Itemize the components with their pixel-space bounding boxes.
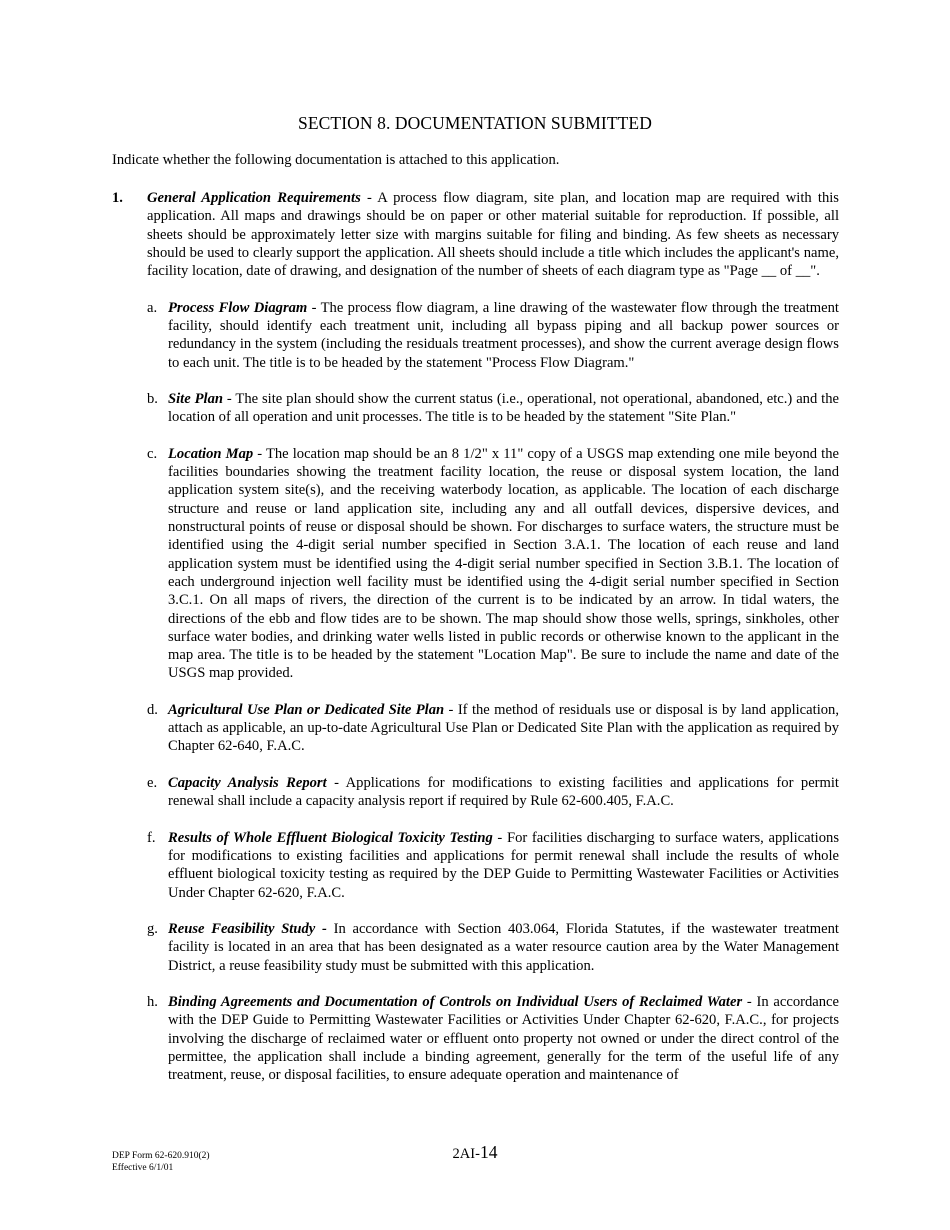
sub-item-paragraph bbox=[168, 920, 839, 975]
sub-item-d bbox=[147, 701, 839, 756]
sub-item-heading: Process Flow Diagram bbox=[168, 299, 308, 316]
sub-item-text: - In accordance with the DEP Guide to Permitting Wastewater Facilities or Activities Under Chapter 62-620, F.A.C., for projects involving the discharge of reclaimed water or effluent onto property not owned or under the direct control of the permittee, the application shall include a binding agreement, generally for the term of the useful life of any treatment, reuse, or disposal facilities, to ensure adequate operation and maintenance of bbox=[168, 994, 840, 1084]
sub-item-b bbox=[147, 390, 839, 427]
sub-item-paragraph bbox=[168, 993, 839, 1084]
sub-item-letter: b. bbox=[147, 391, 158, 408]
sub-item-e bbox=[147, 774, 839, 811]
effective-date: Effective 6/1/01 bbox=[112, 1163, 174, 1173]
sub-item-f bbox=[147, 829, 839, 902]
sub-item-letter: g. bbox=[147, 921, 158, 938]
sub-item-paragraph bbox=[168, 299, 839, 372]
sub-item-a bbox=[147, 299, 839, 372]
sub-item-heading: Agricultural Use Plan or Dedicated Site Plan bbox=[168, 701, 445, 718]
sub-item-paragraph bbox=[168, 829, 839, 902]
item-body bbox=[147, 189, 839, 1085]
sub-item-letter: d. bbox=[147, 701, 158, 718]
sub-item-text: - The site plan should show the current status (i.e., operational, not operational, abandoned, etc.) and the location of all operation and unit processes. The title is to be headed by the statement "Site Plan." bbox=[168, 391, 839, 426]
sub-item-text: - The process flow diagram, a line drawing of the wastewater flow through the treatment facility, should identify each treatment unit, including all bypass piping and all backup power sources or redundancy in the system (including the residuals treatment processes), and show the current average design flows to each unit. The title is to be headed by the statement "Process Flow Diagram." bbox=[168, 299, 839, 371]
item-text: - A process flow diagram, site plan, and location map are required with this application. All maps and drawings should be on paper or other material suitable for reproduction. If possible, all sheets should be approximately letter size with margins suitable for filing and binding. As few sheets as necessary should be used to clearly support the application. All sheets should include a title which includes the applicant's name, facility location, date of drawing, and designation of the number of sheets of each diagram type as "Page __ of __". bbox=[147, 190, 839, 280]
sub-item-text: - If the method of residuals use or disposal is by land application, attach as applicable, an up-to-date Agricultural Use Plan or Dedicated Site Plan with the application as required by Chapter 62-640, F.A.C. bbox=[168, 701, 839, 755]
sub-item-heading: Capacity Analysis Report bbox=[168, 774, 327, 791]
sub-item-text: - Applications for modifications to existing facilities and applications for permit renewal shall include a capacity analysis report if required by Rule 62-600.405, F.A.C. bbox=[168, 774, 839, 810]
section-title: SECTION 8. DOCUMENTATION SUBMITTED bbox=[298, 113, 652, 133]
sub-item-paragraph bbox=[168, 445, 839, 683]
sub-item-letter: c. bbox=[147, 445, 158, 462]
requirements-section bbox=[112, 189, 839, 1085]
sub-item-list bbox=[147, 299, 839, 1085]
sub-item-c bbox=[147, 445, 839, 683]
item-heading: General Application Requirements bbox=[147, 190, 361, 206]
sub-item-letter: e. bbox=[147, 774, 158, 791]
sub-item-g bbox=[147, 920, 839, 975]
sub-item-text: In accordance with Section 403.064, Florida Statutes, if the wastewater treatment facility is located in an area that has been designated as a water resource caution area by the Water Management District, a reuse feasibility study must be submitted with this application. bbox=[168, 921, 839, 974]
page-number-prefix: 2AI- bbox=[452, 1146, 480, 1162]
sub-item-letter: f. bbox=[147, 829, 156, 846]
sub-item-heading: Site Plan bbox=[168, 391, 223, 408]
sub-item-heading: Results of Whole Effluent Biological Toxicity Testing bbox=[168, 829, 493, 846]
sub-item-paragraph bbox=[168, 701, 839, 756]
sub-item-letter: a. bbox=[147, 299, 158, 316]
sub-item-heading: Location Map bbox=[168, 445, 254, 462]
sub-item-paragraph bbox=[168, 390, 839, 427]
sub-item-h bbox=[147, 993, 839, 1084]
sub-item-heading: Reuse Feasibility Study - bbox=[168, 921, 327, 938]
intro-text: Indicate whether the following documentation is attached to this application. bbox=[112, 152, 560, 168]
item-paragraph bbox=[147, 189, 839, 280]
page-number bbox=[0, 1142, 950, 1163]
item-number: 1. bbox=[112, 190, 123, 206]
form-number: DEP Form 62-620.910(2) bbox=[112, 1151, 210, 1161]
sub-item-letter: h. bbox=[147, 994, 158, 1011]
page-number-value: 14 bbox=[479, 1142, 498, 1162]
sub-item-text: - The location map should be an 8 1/2" x 11" copy of a USGS map extending one mile beyond the facilities boundaries showing the treatment facility location, the reuse or disposal system location, the land application system site(s), and the receiving waterbody location, as applicable. The location of each discharge structure and reuse or land application site, including any and all outfall devices, dispersive devices, and nonstructural points of reuse or disposal should be shown. For discharges to surface waters, the structure must be identified using the 4-digit serial number specified in Section 3.A.1. The location of each reuse and land application system must be identified using the 4-digit serial number specified in Section 3.B.1. The location of each underground injection well facility must be identified using the 4-digit serial number specified in Section 3.C.1. On all maps of rivers, the direction of the current is to be indicated by an arrow. In tidal waters, the directions of the ebb and flow tides are to be shown. The map should show those wells, springs, sinkholes, other surface water bodies, and drinking water wells listed in public records or otherwise known to the applicant in the map area. The title is to be headed by the statement "Location Map". Be sure to include the name and date of the USGS map provided. bbox=[168, 445, 839, 682]
sub-item-heading: Binding Agreements and Documentation of Controls on Individual Users of Reclaimed Water bbox=[168, 994, 743, 1011]
list-item-1 bbox=[112, 189, 839, 1085]
sub-item-text: - For facilities discharging to surface waters, applications for modifications to existing facilities and applications for permit renewal shall include the results of whole effluent biological toxicity testing as required by the DEP Guide to Permitting Wastewater Facilities or Activities Under Chapter 62-620, F.A.C. bbox=[168, 829, 840, 901]
sub-item-paragraph bbox=[168, 774, 839, 811]
